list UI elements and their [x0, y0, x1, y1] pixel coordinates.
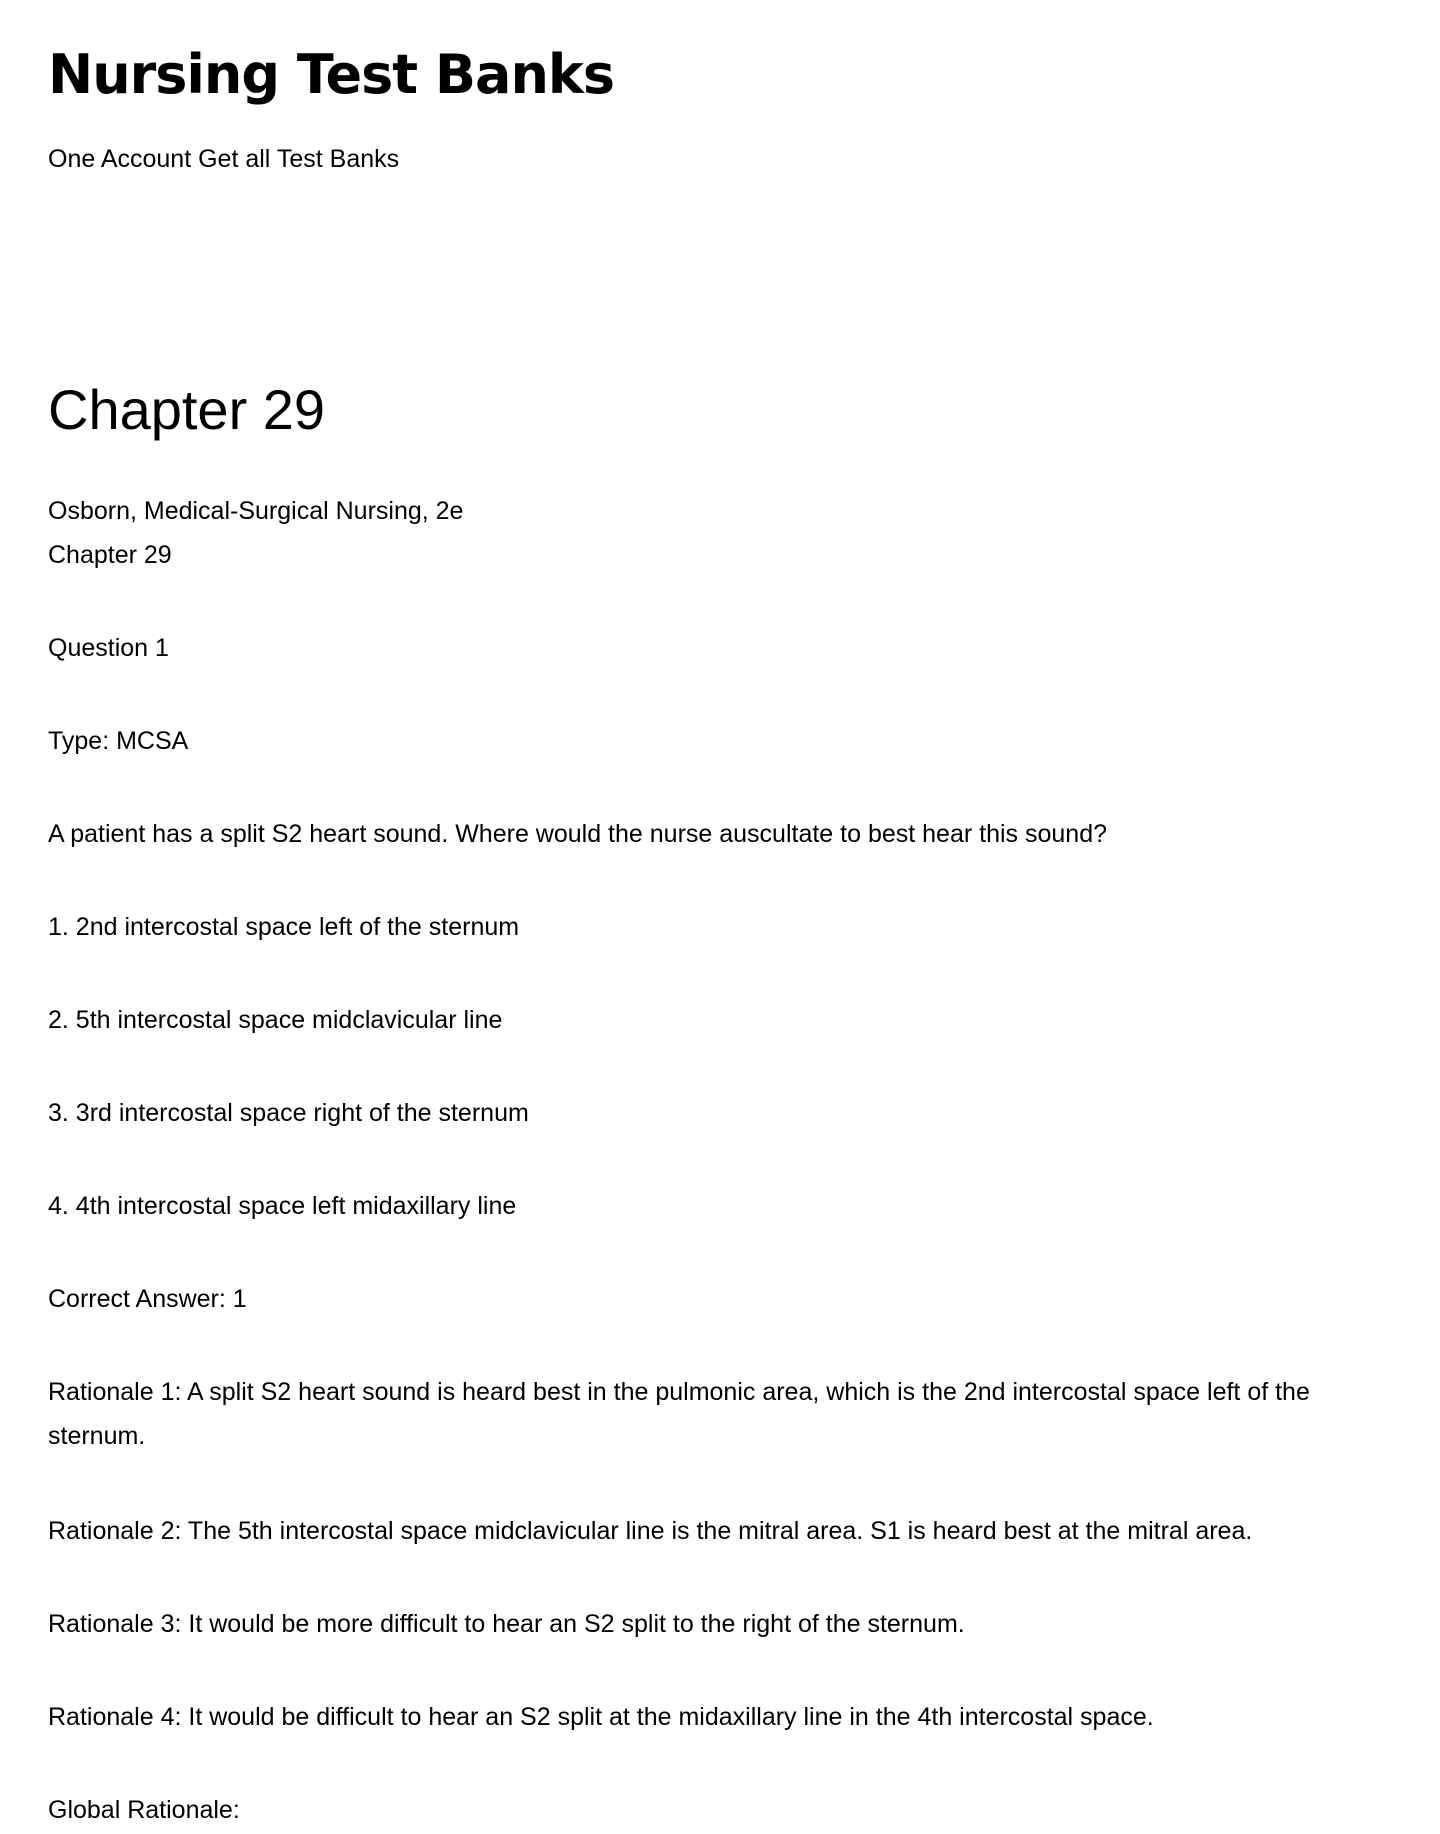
rationale-4: Rationale 4: It would be difficult to hear an S2 split at the midaxillary line in the 4th intercostal space.: [48, 1703, 1154, 1731]
correct-answer: Correct Answer: 1: [48, 1285, 247, 1313]
answer-option-4: 4. 4th intercostal space left midaxillary line: [48, 1192, 517, 1220]
answer-option-2: 2. 5th intercostal space midclavicular line: [48, 1006, 503, 1034]
rationale-3: Rationale 3: It would be more difficult to hear an S2 split to the right of the sternum.: [48, 1610, 965, 1638]
question-type: Type: MCSA: [48, 727, 189, 755]
site-tagline: One Account Get all Test Banks: [48, 145, 400, 173]
rationale-2: Rationale 2: The 5th intercostal space midclavicular line is the mitral area. S1 is heard best at the mitral area.: [48, 1517, 1253, 1545]
chapter-heading: Chapter 29: [48, 378, 326, 441]
global-rationale: Global Rationale:: [48, 1796, 240, 1824]
chapter-label: Chapter 29: [48, 541, 172, 569]
question-stem: A patient has a split S2 heart sound. Where would the nurse auscultate to best hear this sound?: [48, 820, 1107, 848]
site-title: Nursing Test Banks: [48, 43, 614, 106]
rationale-1: Rationale 1: A split S2 heart sound is heard best in the pulmonic area, which is the 2nd intercostal space left of the sternum.: [48, 1378, 1310, 1450]
answer-option-3: 3. 3rd intercostal space right of the sternum: [48, 1099, 529, 1127]
book-source: Osborn, Medical-Surgical Nursing, 2e: [48, 497, 464, 525]
answer-option-1: 1. 2nd intercostal space left of the sternum: [48, 913, 520, 941]
question-number: Question 1: [48, 634, 169, 662]
